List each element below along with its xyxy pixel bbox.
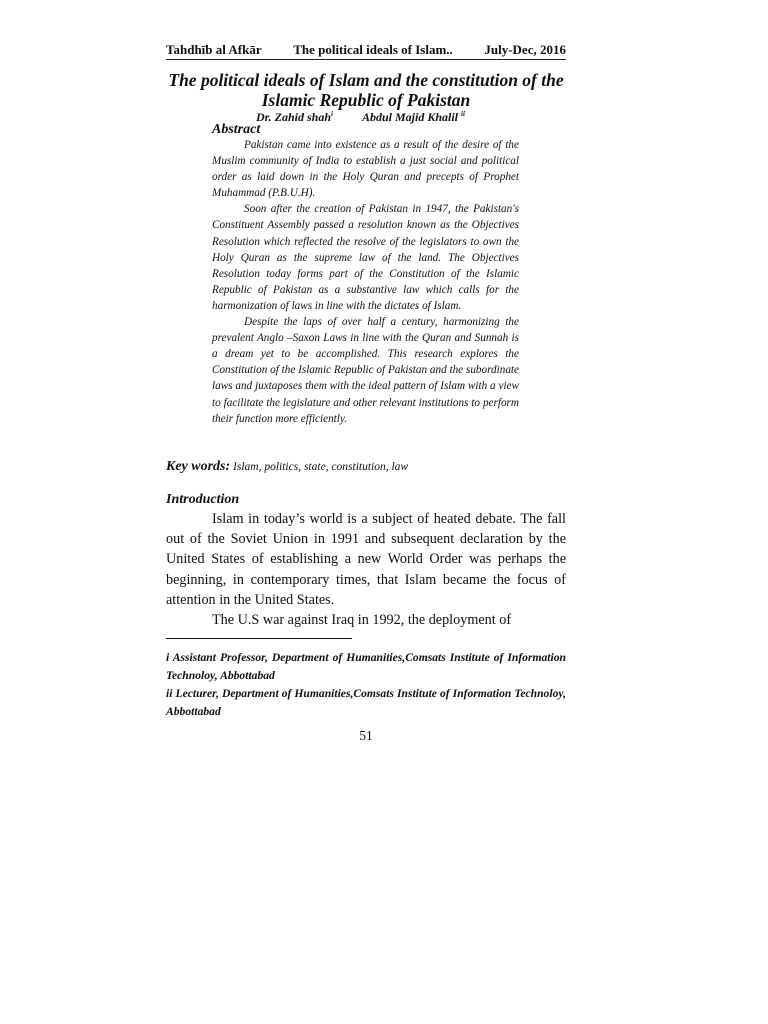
introduction-body <box>166 509 566 630</box>
issue-date: July-Dec, 2016 <box>484 42 566 57</box>
footnote-2: ii Lecturer, Department of Humanities,Comsats Institute of Information Technoloy, Abbottabad <box>166 687 566 718</box>
running-header <box>166 42 566 60</box>
footnote-1: i Assistant Professor, Department of Humanities,Comsats Institute of Information Technoloy, Abbottabad <box>166 651 566 682</box>
abstract-paragraph: Soon after the creation of Pakistan in 1947, the Pakistan's Constituent Assembly passed a resolution known as the Objectives Resolution which reflected the resolve of the legislators to own the Holy Quran as the supreme law of the land. The Objectives Resolution today forms part of the Constitution of the Islamic Republic of Pakistan as a substantive law which calls for the harmonization of laws in line with the dictates of Islam. <box>212 203 519 312</box>
keywords-line <box>166 459 566 475</box>
author-1-footnote-mark: i <box>331 110 333 118</box>
body-paragraph: Islam in today’s world is a subject of heated debate. The fall out of the Soviet Union in 1991 and subsequent declaration by the United States of establishing a new World Order was perhaps the beginning, in contemporary times, that Islam became the focus of attention in the United States. <box>166 511 566 608</box>
introduction-heading: Introduction <box>166 492 240 507</box>
article-title: The political ideals of Islam and the constitution of the Islamic Republic of Pakistan <box>168 70 564 110</box>
author-2: Abdul Majid Khalil <box>361 110 459 124</box>
keywords-label: Key words: <box>166 459 231 474</box>
keywords-value: Islam, politics, state, constitution, law <box>233 461 409 473</box>
abstract-body <box>212 137 519 427</box>
abstract-paragraph: Despite the laps of over half a century, harmonizing the prevalent Anglo –Saxon Laws in line with the Quran and Sunnah is a dream yet to be accomplished. This research explores the Constitution of the Islamic Republic of Pakistan and the subordinate laws and juxtaposes them with the ideal pattern of Islam with a view to facilitate the legislature and other relevant institutions to perform their function more efficiently. <box>212 316 519 425</box>
journal-name: Tahdhīb al Afkār <box>166 42 262 57</box>
running-short-title: The political ideals of Islam.. <box>293 42 453 57</box>
page-number: 51 <box>359 728 373 743</box>
author-line <box>256 107 516 124</box>
author-2-footnote-mark: ii <box>461 110 465 118</box>
footnotes <box>166 649 566 721</box>
abstract-heading: Abstract <box>212 122 261 137</box>
body-paragraph: The U.S war against Iraq in 1992, the deployment of <box>212 612 512 629</box>
abstract-paragraph: Pakistan came into existence as a result of the desire of the Muslim community of India to establish a just social and political order as laid down in the Holy Quran and precepts of Prophet Muhammad (P.B.U.H). <box>212 139 519 200</box>
footnote-separator <box>166 638 352 639</box>
author-1: Dr. Zahid shah <box>256 110 332 124</box>
